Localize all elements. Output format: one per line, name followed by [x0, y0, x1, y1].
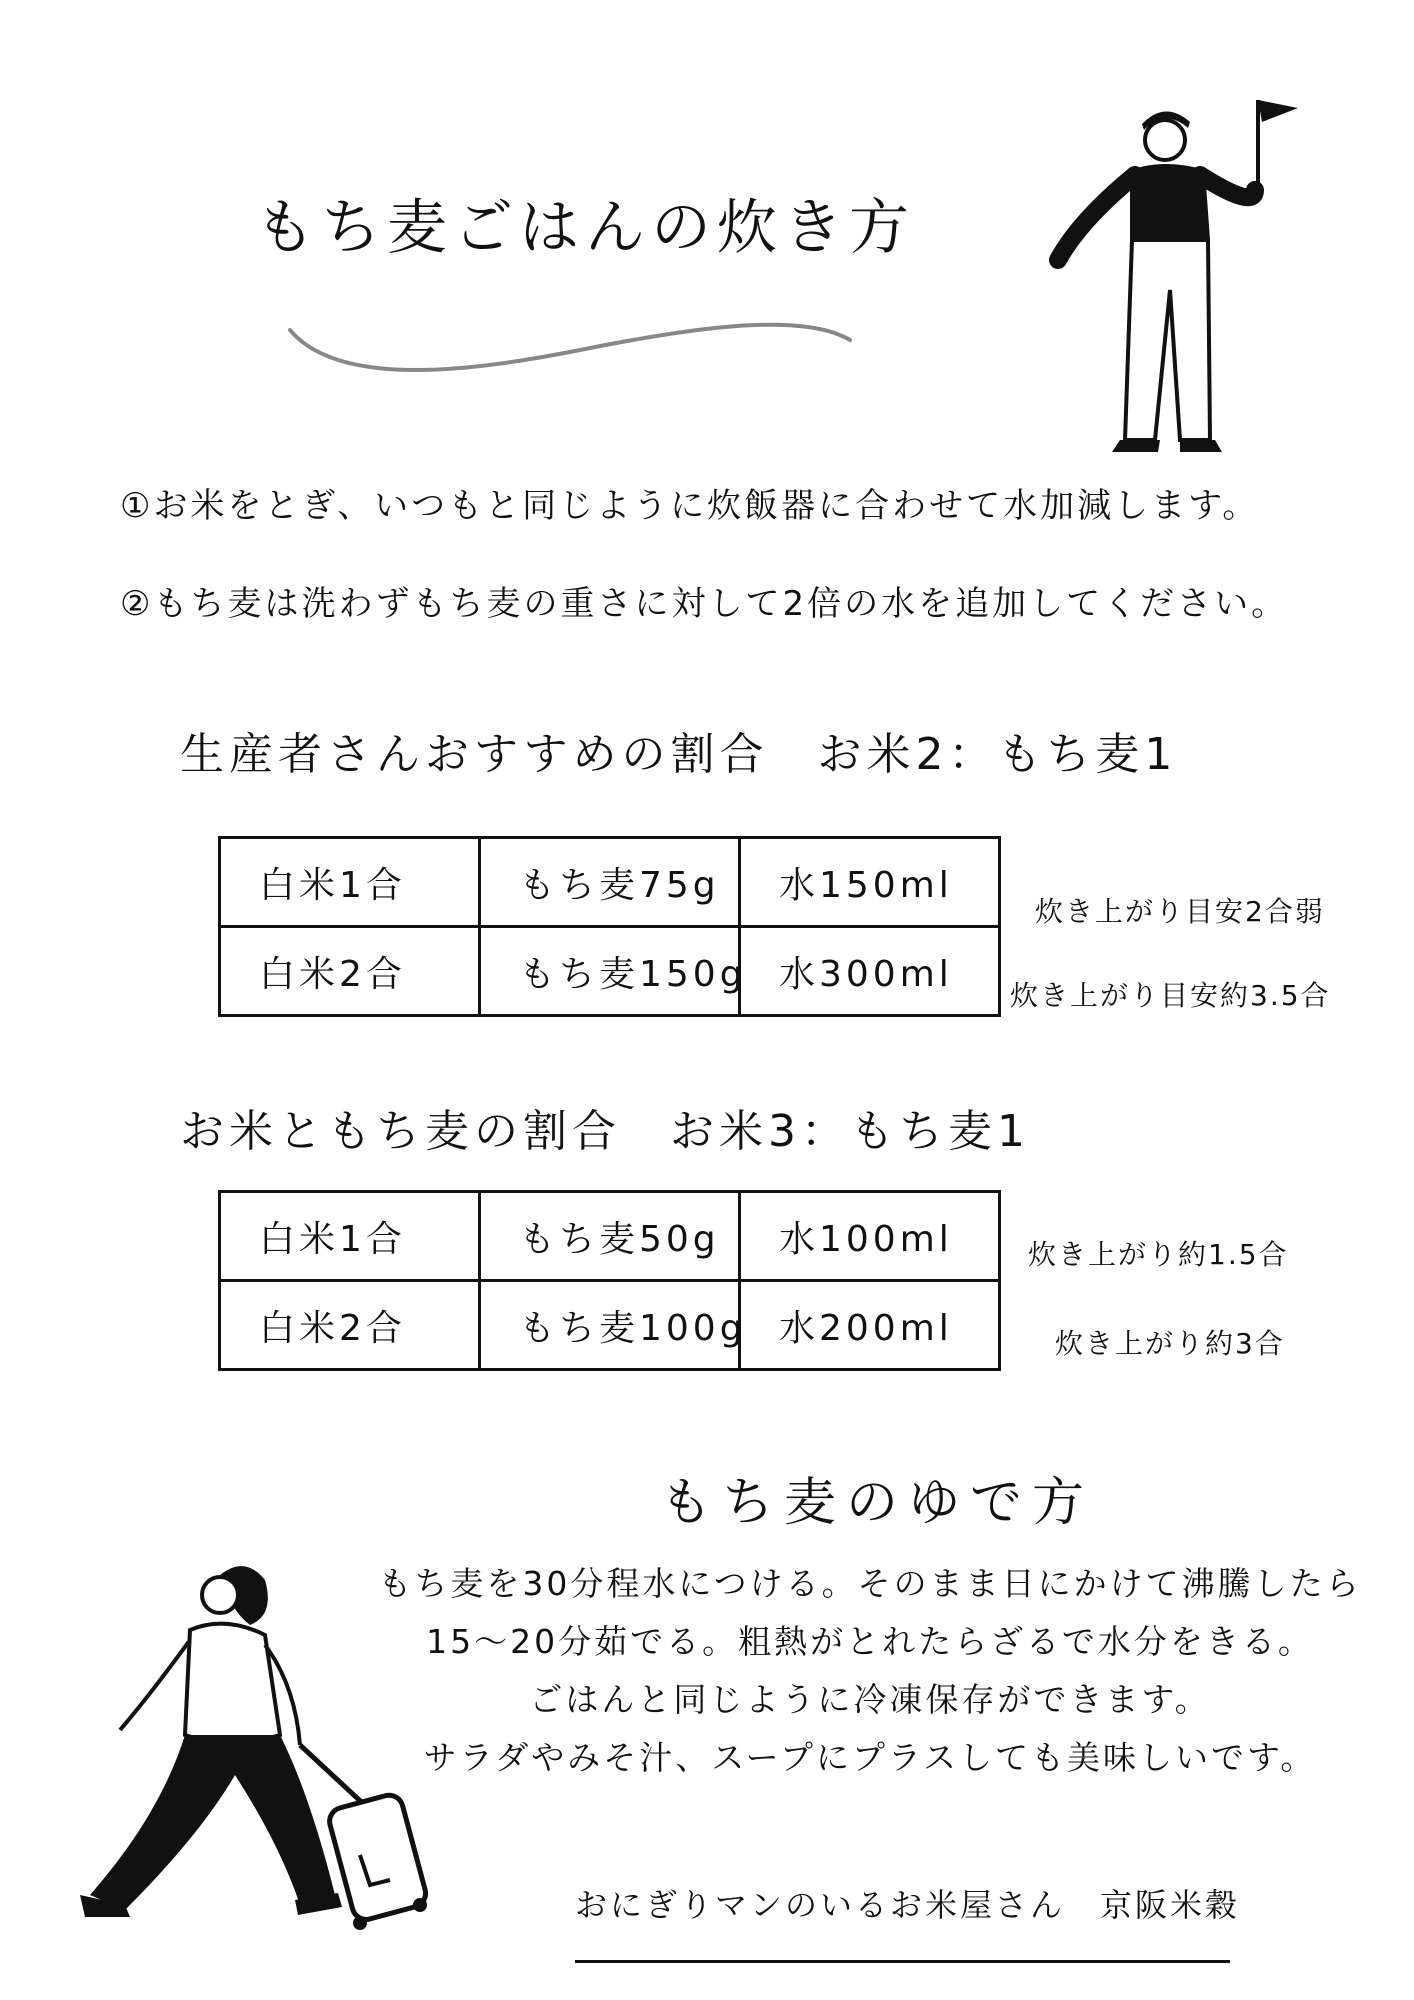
barley-amount-cell: もち麦150g [480, 927, 740, 1016]
yield-note: 炊き上がり目安2合弱 [1035, 895, 1325, 928]
recommended-ratio-table [218, 836, 1001, 1017]
table-row [220, 838, 1000, 927]
table-row [220, 1192, 1000, 1281]
table-row [220, 1281, 1000, 1370]
standard-ratio-table [218, 1190, 1001, 1371]
recommended-ratio-heading: 生産者さんおすすめの割合 お米2：もち麦1 [180, 729, 1178, 780]
boil-line: サラダやみそ汁、スープにプラスしても美味しいです。 [423, 1738, 1317, 1777]
barley-amount-cell: もち麦100g [480, 1281, 740, 1370]
step-1: ①お米をとぎ、いつもと同じように炊飯器に合わせて水加減します。 [120, 486, 1260, 526]
boil-line: ごはんと同じように冷凍保存ができます。 [529, 1680, 1211, 1719]
rice-amount-cell: 白米1合 [220, 838, 480, 927]
title-swash-decoration [280, 300, 860, 380]
standard-ratio-heading: お米ともち麦の割合 お米3：もち麦1 [180, 1106, 1030, 1157]
barley-amount-cell: もち麦75g [480, 838, 740, 927]
water-amount-cell: 水200ml [740, 1281, 1000, 1370]
page-title: もち麦ごはんの炊き方 [255, 193, 915, 263]
step-2: ②もち麦は洗わずもち麦の重さに対して2倍の水を追加してください。 [120, 584, 1289, 624]
water-amount-cell: 水150ml [740, 838, 1000, 927]
table-row [220, 927, 1000, 1016]
footer-divider [575, 1960, 1230, 1963]
man-with-flag-illustration [1040, 90, 1300, 470]
boil-method-heading: もち麦のゆで方 [660, 1473, 1095, 1533]
yield-note: 炊き上がり目安約3.5合 [1010, 979, 1331, 1012]
boil-line: もち麦を30分程水につける。そのまま日にかけて沸騰したら [378, 1564, 1362, 1603]
water-amount-cell: 水100ml [740, 1192, 1000, 1281]
rice-amount-cell: 白米2合 [220, 1281, 480, 1370]
yield-note: 炊き上がり約1.5合 [1028, 1238, 1289, 1271]
shop-name-footer: おにぎりマンのいるお米屋さん 京阪米穀 [575, 1886, 1241, 1924]
boil-line: 15〜20分茹でる。粗熱がとれたらざるで水分をきる。 [426, 1622, 1314, 1661]
yield-note: 炊き上がり約3合 [1055, 1327, 1285, 1360]
woman-with-suitcase-illustration [70, 1555, 440, 1935]
barley-amount-cell: もち麦50g [480, 1192, 740, 1281]
water-amount-cell: 水300ml [740, 927, 1000, 1016]
rice-amount-cell: 白米1合 [220, 1192, 480, 1281]
rice-amount-cell: 白米2合 [220, 927, 480, 1016]
